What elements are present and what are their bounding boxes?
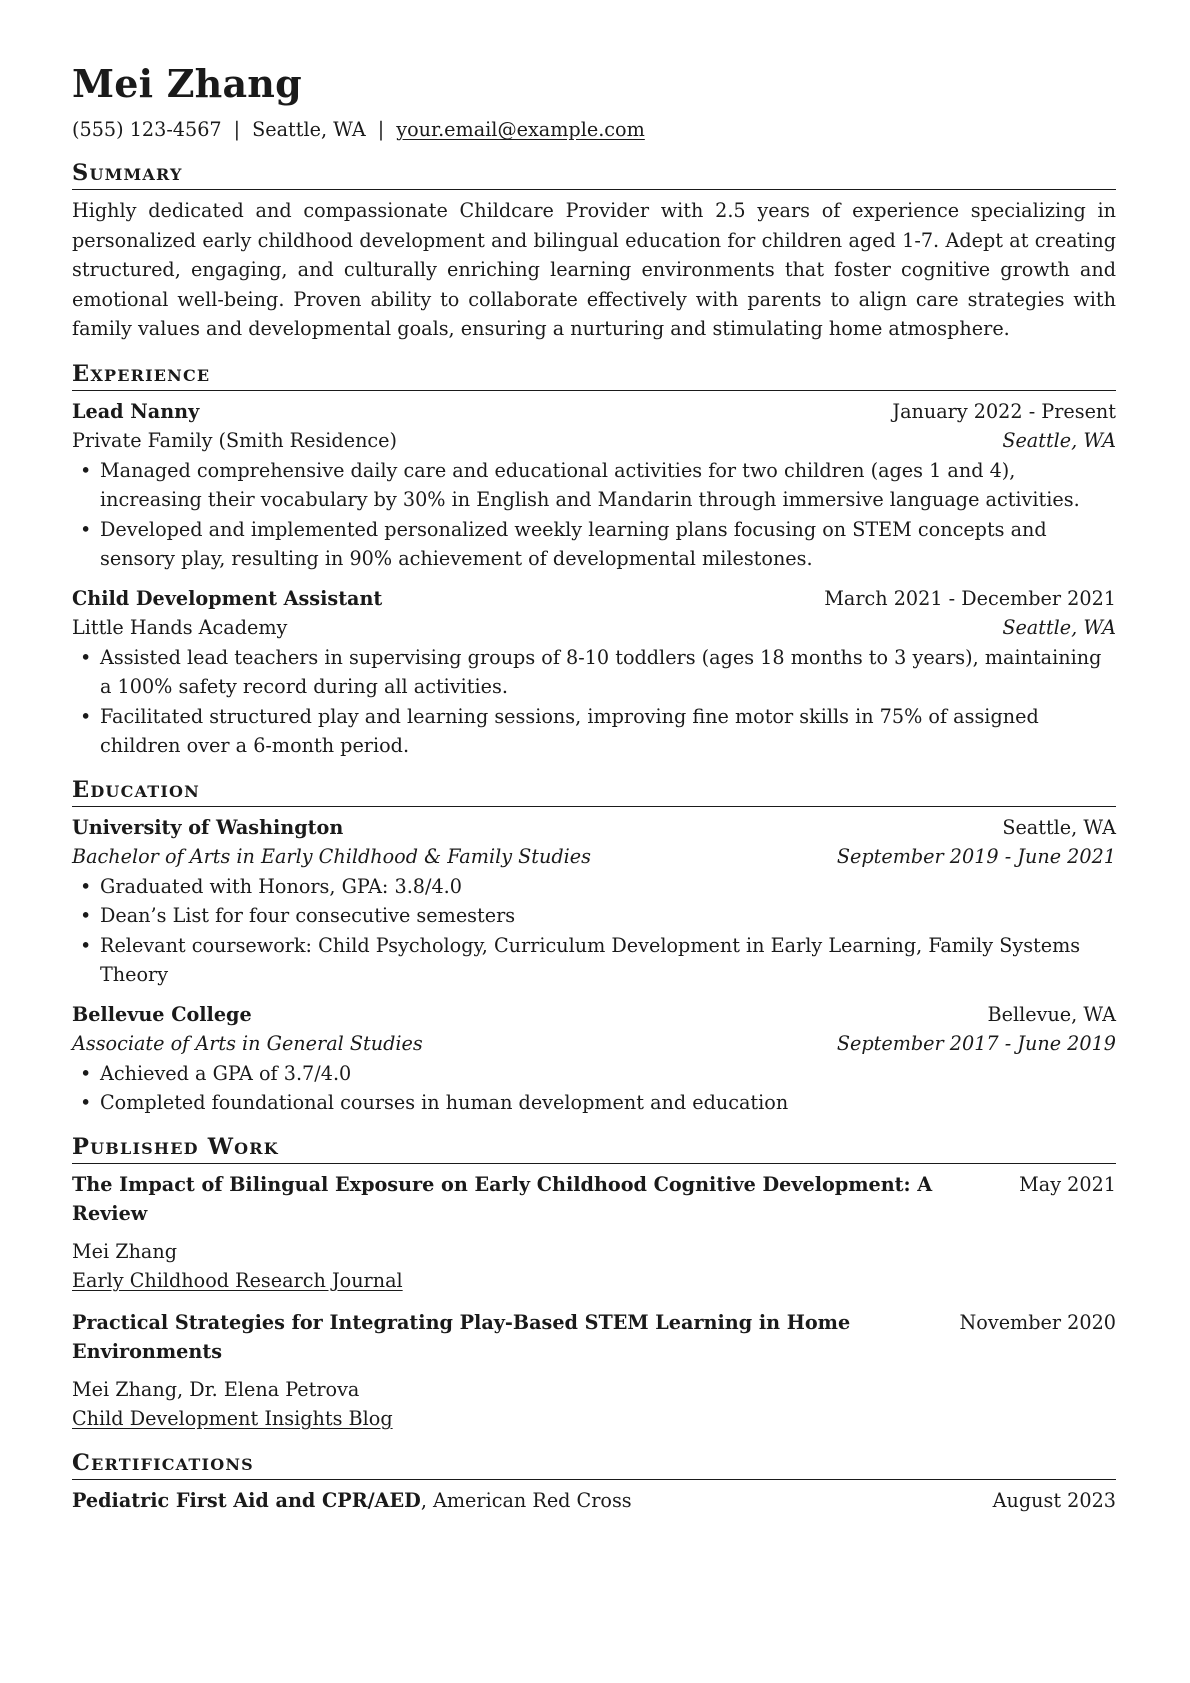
section-heading-education: Education — [72, 776, 1116, 807]
publication-authors: Mei Zhang, Dr. Elena Petrova — [72, 1377, 360, 1401]
bullet-item: • Dean’s List for four consecutive semesters — [72, 901, 1116, 931]
school-location: Seattle, WA — [1002, 815, 1116, 839]
phone: (555) 123-4567 — [72, 118, 222, 141]
publication-date: May 2021 — [1019, 1172, 1116, 1196]
employer: Private Family (Smith Residence) — [72, 429, 398, 452]
bullet-list — [72, 1059, 1116, 1118]
publication-title: Practical Strategies for Integrating Play-Based STEM Learning in Home Environments — [72, 1310, 851, 1363]
section-heading-summary: Summary — [72, 159, 1116, 190]
bullet-item: • Developed and implemented personalized weekly learning plans focusing on STEM concepts and sensory play, resulting in 90% achievement of developmental milestones. — [72, 515, 1116, 574]
job-location: Seattle, WA — [1002, 429, 1116, 452]
bullet-item: • Completed foundational courses in human development and education — [72, 1088, 1116, 1118]
degree: Associate of Arts in General Studies — [72, 1032, 423, 1055]
certification-issuer: , American Red Cross — [420, 1488, 632, 1512]
summary-text: Highly dedicated and compassionate Childcare Provider with 2.5 years of experience specializing in personalized early childhood development and bilingual education for children aged 1-7. Adept at creating structured, engaging, and culturally enriching learning environments that foster cognitive growth and emotional well-being. Proven ability to collaborate effectively with parents to align care strategies with family values and developmental goals, ensuring a nurturing and stimulating home atmosphere. — [72, 199, 1116, 340]
section-heading-published-work: Published Work — [72, 1133, 1116, 1164]
job-location: Seattle, WA — [1002, 616, 1116, 639]
bullet-item: • Facilitated structured play and learning sessions, improving fine motor skills in 75% of assigned children over a 6-month period. — [72, 702, 1116, 761]
publication-entry — [72, 1308, 1116, 1434]
education-entry — [72, 813, 1116, 990]
employer: Little Hands Academy — [72, 616, 288, 639]
degree: Bachelor of Arts in Early Childhood & Family Studies — [72, 845, 591, 868]
bullet-list — [72, 643, 1116, 761]
bullet-item: • Managed comprehensive daily care and educational activities for two children (ages 1 and 4), increasing their vocabulary by 30% in English and Mandarin through immersive language activities. — [72, 456, 1116, 515]
separator: | — [233, 118, 241, 141]
experience-entry — [72, 397, 1116, 574]
separator: | — [377, 118, 385, 141]
certification-entry — [72, 1486, 1116, 1516]
bullet-item: • Assisted lead teachers in supervising groups of 8-10 toddlers (ages 18 months to 3 years), maintaining a 100% safety record during all activities. — [72, 643, 1116, 702]
education-entry — [72, 1000, 1116, 1118]
bullet-item: • Achieved a GPA of 3.7/4.0 — [72, 1059, 1116, 1089]
experience-entry — [72, 584, 1116, 761]
education-dates: September 2017 - June 2019 — [836, 1032, 1116, 1055]
job-dates: March 2021 - December 2021 — [824, 586, 1116, 610]
bullet-item: • Graduated with Honors, GPA: 3.8/4.0 — [72, 872, 1116, 902]
publication-title: The Impact of Bilingual Exposure on Early Childhood Cognitive Development: A Review — [72, 1172, 933, 1225]
certification-name: Pediatric First Aid and CPR/AED — [72, 1488, 421, 1512]
bullet-list — [72, 872, 1116, 990]
location: Seattle, WA — [252, 118, 366, 141]
school-name: University of Washington — [72, 815, 344, 839]
publication-entry — [72, 1170, 1116, 1296]
school-location: Bellevue, WA — [987, 1002, 1116, 1026]
contact-line — [72, 116, 1116, 144]
certification-date: August 2023 — [992, 1488, 1116, 1512]
candidate-name: Mei Zhang — [72, 61, 302, 106]
publication-authors: Mei Zhang — [72, 1239, 178, 1263]
email-link[interactable]: your.email@example.com — [396, 118, 645, 141]
publication-date: November 2020 — [959, 1310, 1116, 1334]
school-name: Bellevue College — [72, 1002, 252, 1026]
section-heading-certifications: Certifications — [72, 1449, 1116, 1480]
section-heading-experience: Experience — [72, 360, 1116, 391]
publication-venue-link[interactable]: Child Development Insights Blog — [72, 1407, 393, 1430]
education-dates: September 2019 - June 2021 — [836, 845, 1116, 868]
publication-venue-link[interactable]: Early Childhood Research Journal — [72, 1269, 403, 1292]
job-title: Lead Nanny — [72, 399, 200, 423]
job-title: Child Development Assistant — [72, 586, 383, 610]
bullet-item: • Relevant coursework: Child Psychology, Curriculum Development in Early Learning, Family Systems Theory — [72, 931, 1116, 990]
job-dates: January 2022 - Present — [892, 399, 1116, 423]
bullet-list — [72, 456, 1116, 574]
